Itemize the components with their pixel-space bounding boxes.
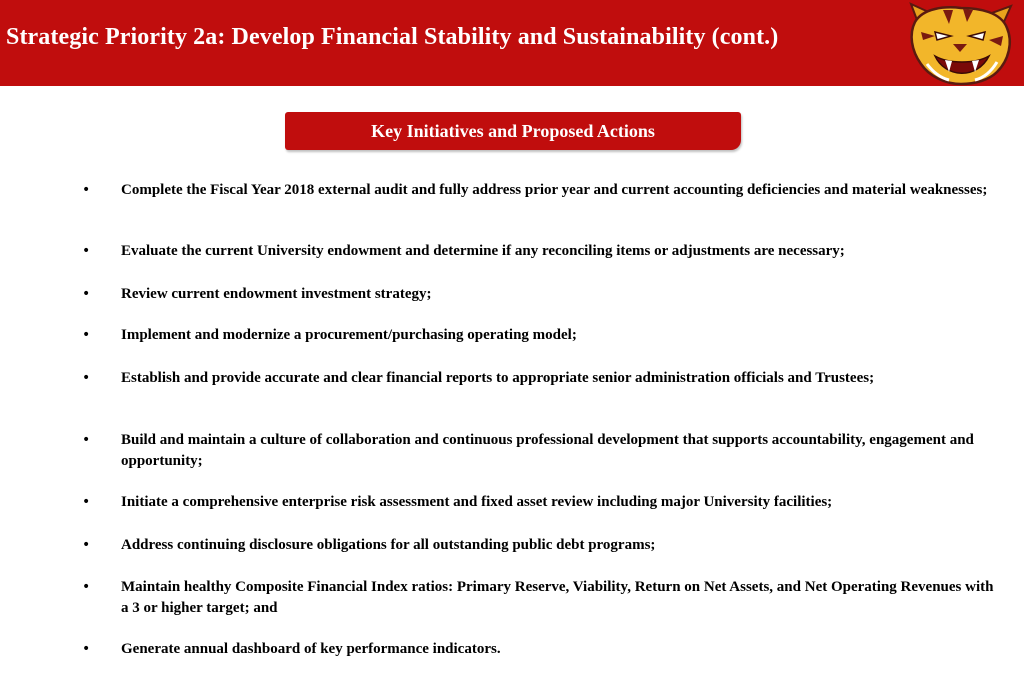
bullet: • [82,286,91,302]
list-item-text: Establish and provide accurate and clear financial reports to appropriate senior administration officials and Trustees; [121,370,875,386]
bullet: • [82,182,91,198]
header-bar [0,0,1024,86]
page-title: Strategic Priority 2a: Develop Financial Stability and Sustainability (cont.) [6,24,779,50]
list-item-text: Implement and modernize a procurement/purchasing operating model; [121,327,577,343]
bullet: • [82,494,91,510]
list-item-text: Address continuing disclosure obligations for all outstanding public debt programs; [121,537,656,553]
bullet: • [82,641,91,657]
list-item-text: Evaluate the current University endowment and determine if any reconciling items or adjustments are necessary; [121,243,845,259]
wildcat-mascot-logo-icon [905,2,1015,86]
list-item-text: Generate annual dashboard of key performance indicators. [121,641,501,657]
list-item-text: Initiate a comprehensive enterprise risk assessment and fixed asset review including major University facilities; [121,494,833,510]
list-item-text: Complete the Fiscal Year 2018 external audit and fully address prior year and current accounting deficiencies and material weaknesses; [121,182,988,198]
bullet: • [82,537,91,553]
list-item-text: Build and maintain a culture of collaboration and continuous professional development that supports accountability, engagement and opportunity; [121,432,974,469]
key-initiatives-banner [285,112,741,150]
bullet: • [82,327,91,343]
bullet: • [82,370,91,386]
list-item-text: Maintain healthy Composite Financial Index ratios: Primary Reserve, Viability, Return on Net Assets, and Net Operating Revenues with a 3 or higher target; and [121,579,994,616]
bullet: • [82,579,91,595]
list-item-text: Review current endowment investment strategy; [121,286,432,302]
bullet: • [82,432,91,448]
bullet: • [82,243,91,259]
banner-label: Key Initiatives and Proposed Actions [371,121,655,141]
